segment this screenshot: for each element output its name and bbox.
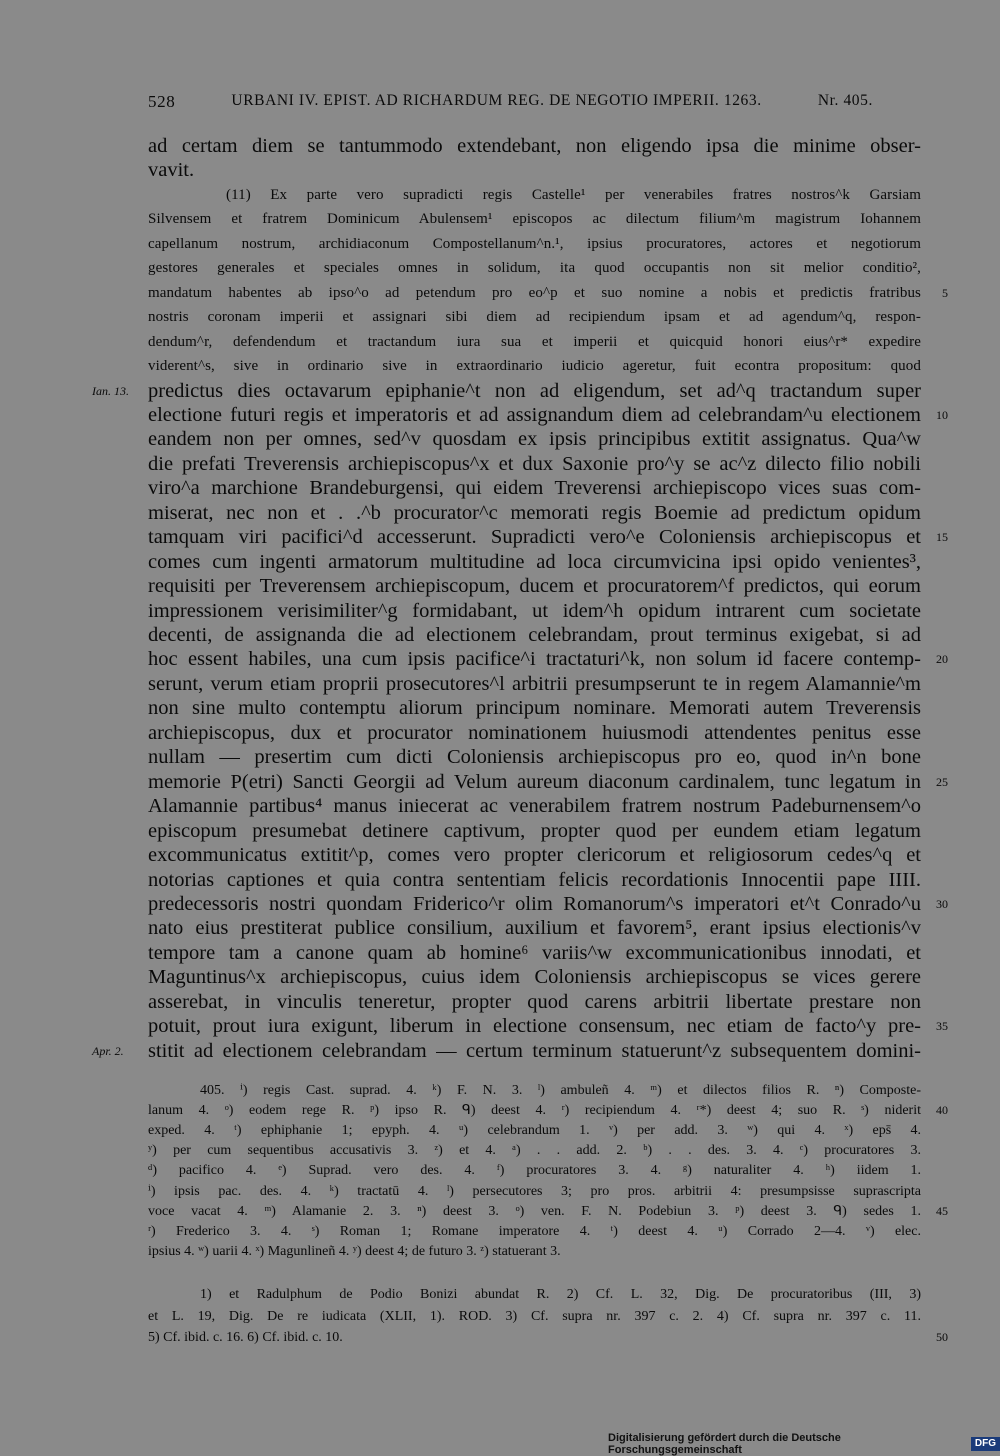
footnote-line: 5) Cf. ibid. c. 16. 6) Cf. ibid. c. 10. [148, 1330, 343, 1345]
line-number: 5 [942, 285, 948, 300]
running-header [148, 92, 873, 112]
apparatus-line: ⁱ) ipsis pac. des. 4. ᵏ) tractatū 4. ˡ) persecutores 3; pro pros. arbitrii 4: presumpsisse suprascripta [148, 1183, 921, 1199]
apparatus-line: ipsius 4. ʷ) uarii 4. ˣ) Magunlineñ 4. ʸ) deest 4; de futuro 3. ᶻ) statuerant 3. [148, 1243, 561, 1259]
text-line: predecessoris nostri quondam Friderico^r olim Romanorum^s imperatori et^t Conrado^u [148, 892, 921, 915]
margin-date: Ian. 13. [92, 383, 129, 398]
text-line: nullam — presertim cum dicti Coloniensis archiepiscopus pro eo, quod in^n bone [148, 746, 921, 769]
text-line: nostris coronam imperii et assignari sibi diem ad recipiendum ipsam et ad agendum^q, respon- [148, 309, 921, 326]
dfg-logo-icon: DFG [971, 1437, 1000, 1451]
digitization-credit [608, 1431, 1000, 1456]
apparatus-line: 405. ⁱ) regis Cast. suprad. 4. ᵏ) F. N. 3. ˡ) ambuleñ 4. ᵐ) et dilectos filios R. ⁿ) Composte- [200, 1083, 921, 1098]
text-line: notorias captiones et quia contra sententiam felicis recordationis Innocentii pape IIII. [148, 868, 921, 891]
line-number: 30 [936, 896, 948, 911]
text-line: nato eius prestiterat publice consilium, auxilium et favorem⁵, erant ipsius electionis^v [148, 917, 921, 940]
text-line: eandem non per omnes, sed^v quosdam ex ipsis principibus extitit assignatus. Qua^w [148, 428, 921, 451]
line-number: 15 [936, 530, 948, 545]
text-line: viro^a marchione Brandeburgensi, qui eidem Treverensi archiepiscopo vices suas com- [148, 477, 921, 500]
text-line: serunt, verum etiam proprii prosecutores^l arbitrii presumpserunt te in regem Alamannie^m [148, 672, 921, 695]
apparatus-line: voce vacat 4. ᵐ) Alamanie 2. 3. ⁿ) deest 3. ᵒ) ven. F. N. Podebiun 3. ᵖ) deest 3. ᑫ) sedes 1. [148, 1203, 921, 1219]
apparatus-line: lanum 4. ᵒ) eodem rege R. ᵖ) ipso R. ᑫ) deest 4. ʳ) recipiendum 4. ʳ*) deest 4; suo R. ˢ) niderit [148, 1103, 921, 1119]
text-line: hoc essent habiles, una cum ipsis pacifice^i tractaturi^k, non solum id facere contemp- [148, 648, 921, 671]
text-line: asserebat, in vinculis teneretur, propter quod carens arbitrii libertate prestare non [148, 990, 921, 1013]
apparatus-line: ʸ) per cum sequentibus accusativis 3. ᶻ) et 4. ᵃ) . . add. 2. ᵇ) . . des. 3. 4. ᶜ) procuratores 3. [148, 1143, 921, 1159]
text-line: miserat, nec non et . .^b procurator^c memorati regis Boemie ad predictum opidum [148, 501, 921, 524]
text-line: decenti, de assignanda die ad electionem celebrandam, prout terminus exigebat, si ad [148, 624, 921, 646]
footnote-line: et L. 19, Dig. De re iudicata (XLII, 1). ROD. 3) Cf. supra nr. 397 c. 2. 4) Cf. supra nr. 397 c. 11. [148, 1308, 921, 1324]
text-line: memorie P(etri) Sancti Georgii ad Velum aureum diaconum cardinalem, tunc legatum in [148, 770, 921, 793]
line-number: 35 [936, 1019, 948, 1034]
text-line: die prefati Treverensis archiepiscopus^x et dux Saxonie pro^y se ac^z dilecto filio nobili [148, 452, 921, 475]
line-number: 25 [936, 774, 948, 789]
text-line: Alamannie partibus⁴ manus iniecerat ac venerabilem fratrem nostrum Padeburnensem^o [148, 795, 921, 818]
apparatus-line: ᵈ) pacifico 4. ᵉ) Suprad. vero des. 4. ᶠ) procuratores 3. 4. ᵍ) naturaliter 4. ʰ) iidem 1. [148, 1163, 921, 1179]
apparatus-line: exped. 4. ᵗ) ephiphanie 1; epyph. 4. ᵘ) celebrandum 1. ᵛ) per add. 3. ʷ) qui 4. ˣ) eps̄ 4. [148, 1123, 921, 1139]
text-line: ad certam diem se tantummodo extendebant, non eligendo ipsa die minime obser- [148, 135, 921, 157]
text-line: requisiti per Treverensem archiepiscopum, ducem et procuratorem^f predictos, qui eorum [148, 575, 921, 598]
text-line: comes cum ingenti armatorum multitudine ad loca circumvicina ipsi opido venientes³, [148, 550, 921, 573]
margin-date: Apr. 2. [92, 1043, 124, 1058]
text-line: stitit ad electionem celebrandam — certum terminum statuerunt^z subsequentem domini- [148, 1039, 921, 1062]
document-number: Nr. 405. [817, 92, 873, 109]
line-number: 50 [936, 1330, 948, 1344]
text-line: capellanum nostrum, archidiaconum Compostellanum^n.¹, ipsius procuratores, actores et negotiorum [148, 235, 921, 252]
text-line: tempore tam a canone quam ab homine⁶ variis^w excommunicationibus innodati, et [148, 941, 921, 964]
running-title: URBANI IV. EPIST. AD RICHARDUM REG. DE NEGOTIO IMPERII. 1263. [231, 92, 762, 109]
text-line: archiepiscopus, dux et procurator nominationem huiusmodi attendentes penitus esse [148, 721, 921, 744]
text-line: episcopum presumebat detinere captivum, propter quod per eundem etiam legatum [148, 819, 921, 842]
line-number: 40 [936, 1103, 948, 1118]
text-line: potuit, prout iura exigunt, liberum in electione consensum, nec etiam de facto^y pre- [148, 1015, 921, 1038]
text-line: excommunicatus extitit^p, comes vero propter clericorum et religiosorum cedes^q et [148, 844, 921, 867]
text-line: non sine multo contemptu aliorum principum nominare. Memorati autem Treverensis [148, 697, 921, 720]
line-number: 10 [936, 407, 948, 422]
text-line: dendum^r, defendendum et tractandum iura sua et imperii et quicquid honori eius^r* expedire [148, 333, 921, 350]
text-line: mandatum habentes ab ipso^o ad petendum pro eo^p et suo nomine a nobis et predictis fratribus [148, 284, 921, 301]
text-line: electione futuri regis et imperatoris et ad assignandum diem ad celebrandam^u electionem [148, 403, 921, 426]
text-line: tamquam viri pacifici^d accesserunt. Supradicti vero^e Coloniensis archiepiscopus et [148, 526, 921, 549]
text-line: viderent^s, sive in ordinario sive in extraordinario iudicio ageretur, fuit econtra propositum: quod [148, 358, 921, 375]
text-line: vavit. [148, 159, 195, 182]
text-line: gestores generales et speciales omnes in solidum, ita quod occupantis non sit melior conditio², [148, 260, 921, 277]
line-number: 20 [936, 652, 948, 667]
page-number: 528 [148, 92, 176, 111]
line-number: 45 [936, 1203, 948, 1218]
text-line: Maguntinus^x archiepiscopus, cuius idem Coloniensis archiepiscopus se vices gerere [148, 966, 921, 989]
credit-text: Digitalisierung gefördert durch die Deutsche Forschungsgemeinschaft [608, 1431, 841, 1456]
footnote-line: 1) et Radulphum de Podio Bonizi abundat R. 2) Cf. L. 32, Dig. De procuratoribus (III, 3) [200, 1287, 921, 1302]
text-line: (11) Ex parte vero supradicti regis Castelle¹ per venerabiles fratres nostros^k Garsiam [226, 186, 921, 203]
apparatus-line: ʳ) Frederico 3. 4. ˢ) Roman 1; Romane imperatore 4. ᵗ) deest 4. ᵘ) Corrado 2—4. ᵛ) elec. [148, 1223, 921, 1239]
text-line: Silvensem et fratrem Dominicum Abulensem¹ episcopos ac dilectum filium^m magistrum Iohannem [148, 211, 921, 228]
text-line: predictus dies octavarum epiphanie^t non ad eligendum, set ad^q tractandum super [148, 379, 921, 402]
text-line: impressionem verisimiliter^g formidabant, ut idem^h opidum intrarent cum societate [148, 599, 921, 622]
